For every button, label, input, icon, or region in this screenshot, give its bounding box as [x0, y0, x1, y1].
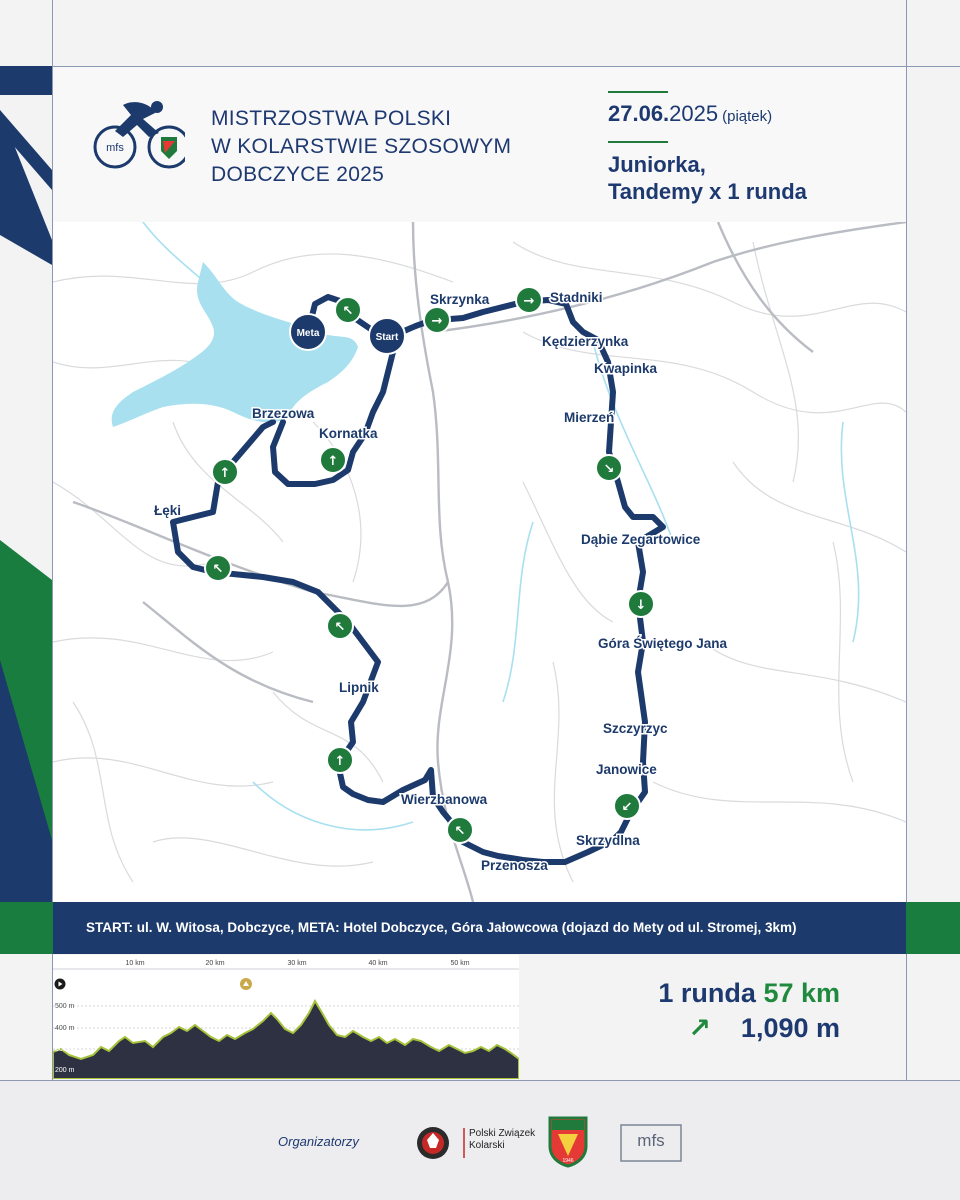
label-szczyrzyc: Szczyrzyc: [603, 721, 668, 736]
main-roads: [73, 222, 906, 902]
label-kornatka: Kornatka: [319, 426, 378, 441]
svg-text:→: →: [431, 314, 443, 329]
logo-mfs-text: mfs: [106, 142, 124, 154]
svg-text:↑: ↑: [327, 454, 339, 469]
race-date: [608, 101, 807, 127]
start-meta-info: START: ul. W. Witosa, Dobczyce, META: Hotel Dobczyce, Góra Jałowcowa (dojazd do Mety od ul. Stromej, 3km): [86, 920, 797, 935]
svg-text:↖: ↖: [454, 824, 466, 839]
route-map-svg: [53, 222, 906, 902]
title-line-1: MISTRZOSTWA POLSKI: [211, 107, 452, 130]
arrow-icon: [320, 447, 346, 473]
label-wierzbanowa: Wierzbanowa: [401, 792, 488, 807]
label-stadniki: Stadniki: [550, 290, 603, 305]
label-gora: Góra Świętego Jana: [598, 636, 728, 651]
label-dabie: Dąbie Zegartowice: [581, 532, 701, 547]
svg-text:↖: ↖: [342, 304, 354, 319]
km-tick: 40 km: [368, 960, 388, 967]
pzkol-name: [469, 1128, 535, 1152]
km-tick: 10 km: [125, 960, 145, 967]
category-line-1: Juniorka,: [608, 152, 706, 177]
meta-marker: [290, 314, 326, 350]
header: [53, 67, 906, 222]
page-title: [211, 105, 511, 189]
club-year: 1946: [562, 1158, 574, 1164]
elevation-profile-svg: [53, 955, 519, 1079]
label-janowice: Janowice: [596, 762, 657, 777]
climb-marker-icon: [240, 978, 252, 990]
elev-tick: 500 m: [55, 1003, 75, 1010]
route-stats: [600, 978, 840, 1044]
svg-text:→: →: [523, 294, 535, 309]
profile-km-axis: [53, 960, 519, 969]
arrow-icon: [335, 297, 361, 323]
start-marker: [369, 318, 405, 354]
elevation-profile: [53, 955, 519, 1079]
distance-line: [600, 978, 840, 1009]
date-block: [608, 91, 807, 205]
arrow-icon: [327, 613, 353, 639]
label-mierzen: Mierzeń: [564, 410, 615, 425]
arrow-icon: [516, 287, 542, 313]
title-line-2: W KOLARSTWIE SZOSOWYM: [211, 135, 512, 158]
arrow-icon: [596, 455, 622, 481]
route-map: [53, 222, 906, 902]
svg-text:↖: ↖: [334, 620, 346, 635]
label-lipnik: Lipnik: [339, 680, 379, 695]
elev-tick: 300 m: [55, 1046, 75, 1053]
arrow-icon: [424, 307, 450, 333]
organizers-label: Organizatorzy: [278, 1134, 359, 1149]
cyclist-logo: [93, 97, 185, 193]
climb-arrow-icon: ↗: [688, 1013, 711, 1043]
date-bold: 27.06.: [608, 101, 670, 126]
category-line-2: Tandemy x 1 runda: [608, 179, 807, 204]
km-tick: 20 km: [205, 960, 225, 967]
label-brzezowa: Brzezowa: [252, 406, 315, 421]
label-leki: Łęki: [154, 503, 182, 518]
svg-text:↑: ↑: [219, 466, 231, 481]
start-flag-icon: [55, 979, 66, 990]
date-year: 2025: [669, 101, 719, 126]
svg-text:↙: ↙: [621, 800, 633, 815]
km-tick: 30 km: [287, 960, 307, 967]
club-crest-logo: [548, 1116, 588, 1168]
svg-text:↑: ↑: [334, 754, 346, 769]
arrow-icon: [205, 555, 231, 581]
elevation-line: [600, 1013, 840, 1044]
elev-tick: 200 m: [55, 1067, 75, 1074]
arrow-icon: [614, 793, 640, 819]
date-day: (piątek): [722, 108, 773, 125]
pzkol-line-1: Polski Związek: [469, 1128, 536, 1139]
terrain-lines: [53, 242, 906, 882]
svg-text:↖: ↖: [212, 562, 224, 577]
arrow-icon: [628, 591, 654, 617]
guide-line-right: [906, 0, 907, 1200]
label-przenosza: Przenosza: [481, 858, 548, 873]
elevation-value: 1,090 m: [740, 1013, 840, 1043]
arrow-icon: [212, 459, 238, 485]
laps-count: 1 runda: [658, 978, 756, 1008]
label-kedzierzynka: Kędzierzynka: [542, 334, 629, 349]
meta-label: Meta: [296, 328, 320, 339]
arrow-icon: [327, 747, 353, 773]
svg-text:↓: ↓: [635, 598, 647, 613]
arrow-icon: [447, 817, 473, 843]
start-label: Start: [375, 332, 399, 343]
label-kwapinka: Kwapinka: [594, 361, 658, 376]
label-skrzynka: Skrzynka: [430, 292, 490, 307]
mfs-logo: [620, 1124, 682, 1162]
distance-value: 57 km: [763, 978, 840, 1008]
label-skrzydlna: Skrzydlna: [576, 833, 640, 848]
mfs-logo-text: mfs: [637, 1131, 665, 1150]
elev-tick: 400 m: [55, 1025, 75, 1032]
title-line-3: DOBCZYCE 2025: [211, 163, 385, 186]
side-decoration: [0, 0, 60, 1000]
pzkol-line-2: Kolarski: [469, 1140, 505, 1151]
race-category: [608, 151, 807, 205]
profile-area: [53, 1001, 519, 1079]
category-rule: [608, 141, 668, 143]
km-tick: 50 km: [450, 960, 470, 967]
date-rule: [608, 91, 668, 93]
svg-text:↘: ↘: [603, 462, 615, 477]
